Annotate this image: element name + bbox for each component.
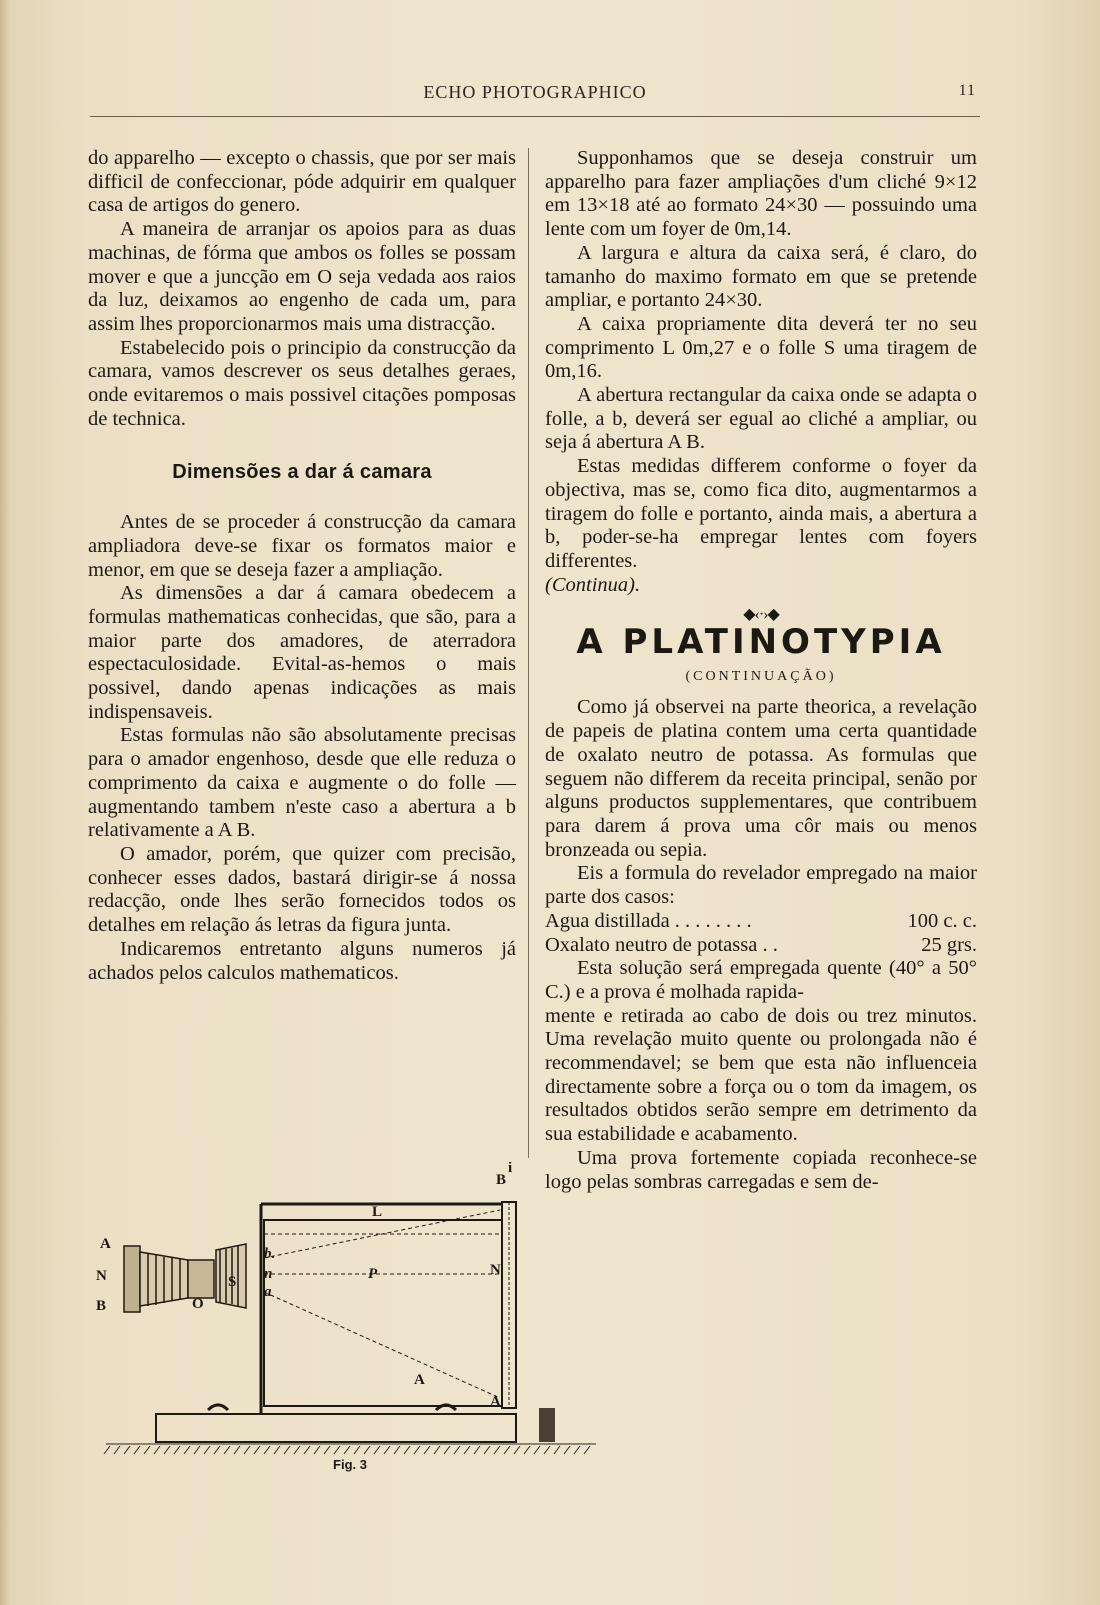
column-rule [528,148,529,1158]
paragraph: Como já observei na parte theorica, a revelação de papeis de platina contem uma certa quantidade de oxalato neutro de potassa. As formulas que seguem não differem da receita principal, senão por alguns productos supplementares, que contribuem para darem á prova uma côr mais ou menos bronzeada ou sepia. [545,696,977,861]
ornament-divider: ◆‹·›◆ [743,606,779,624]
paragraph: do apparelho — excepto o chassis, que por ser mais difficil de confeccionar, póde adquirir em qualquer casa de artigos do genero. [88,147,516,217]
figure-camera-diagram [96,1162,606,1472]
ground-hatching [104,1444,596,1454]
paragraph: Estas formulas não são absolutamente precisas para o amador engenhoso, desde que elle reduza o comprimento da caixa e augmente o do folle — augmentando tambem n'este caso a abertura a b relativamente a A B. [88,724,516,842]
formula-amount: 100 c. c. [907,909,977,932]
label-N: N [96,1268,107,1284]
label-B-right: B [496,1172,507,1188]
paragraph: Estas medidas differem conforme o foyer da objectiva, mas se, como fica dito, augmentarmos a tiragem do folle e portanto, ainda mais, a abertura a b, poder-se-ha empregar lentes com foyers differentes. [545,455,977,572]
formula-item: Oxalato neutro de potassa . . [545,933,778,956]
label-L: L [372,1204,383,1220]
journal-title: ECHO PHOTOGRAPHICO [423,82,647,102]
running-header [90,82,980,106]
paragraph: Eis a formula do revelador empregado na maior parte dos casos: [545,862,977,909]
label-A: A [100,1236,111,1252]
formula-row [545,910,977,934]
label-O: O [192,1296,204,1312]
label-b: b. [264,1246,276,1262]
right-column [545,147,977,1194]
paragraph: Supponhamos que se deseja construir um apparelho para fazer ampliações d'um cliché 9×12 em 13×18 até ao formato 24×30 — possuindo uma lente com um foyer de 0m,14. [545,147,977,241]
paragraph: A caixa propriamente dita deverá ter no seu comprimento L 0m,27 e o folle S uma tiragem de 0m,16. [545,312,977,383]
camera-box [264,1220,502,1406]
paragraph: Estabelecido pois o principio da construcção da camara, vamos descrever os seus detalhes geraes, onde evitaremos o mais possivel citações pomposas de technica. [88,336,516,430]
paragraph: mente e retirada ao cabo de dois ou trez minutos. Uma revelação muito quente ou prolongada não é recommendavel; se bem que esta não influenceia directamente sobre a força ou o tom da imagem, os resultados obtidos serão sempre em detrimento da sua estabilidade e acabamento. [545,1004,977,1146]
continued-note: (Continua). [545,573,641,596]
label-N-right: N [490,1262,501,1278]
formula-row [545,934,977,958]
paragraph: Indicaremos entretanto alguns numeros já achados pelos calculos mathematicos. [88,937,516,984]
paragraph: As dimensões a dar á camara obedecem a formulas mathematicas conhecidas, que são, para a maior parte dos amadores, de aterradora espectaculosidade. Evital-as-hemos o mais possivel, dando apenas indicações as mais indispensaveis. [88,582,516,723]
camera-diagram [96,1162,606,1472]
label-A-right: A [490,1394,501,1410]
section-title: Dimensões a dar á camara [172,461,432,484]
article-title: A PLATINOTYPIA [576,622,946,663]
binding-edge [0,0,10,1605]
paragraph: O amador, porém, que quizer com precisão, conhecer esses dados, bastará dirigir-se á nossa redacção, onde lhes serão fornecidos todos os detalhes em relação ás letras da figura junta. [88,842,516,937]
left-column [88,147,516,985]
label-B: B [96,1298,107,1314]
figure-caption: Fig. 3 [333,1457,367,1472]
paragraph: A largura e altura da caixa será, é claro, do tamanho do maximo formato em que se pretende ampliar, e portanto 24×30. [545,241,977,312]
label-a: a [264,1284,272,1300]
label-A-big: A [414,1372,425,1388]
base-block [539,1408,555,1442]
page-number: 11 [958,82,976,99]
light-rays [264,1210,501,1398]
label-P: P [368,1266,378,1282]
article-subtitle: (CONTINUAÇÃO) [685,668,837,684]
formula-amount: 25 grs. [921,933,977,956]
paragraph: Antes de se proceder á construcção da camara ampliadora deve-se fixar os formatos maior e menor, em que se deseja fazer a ampliação. [88,511,516,581]
paragraph: Esta solução será empregada quente (40° a 50° C.) e a prova é molhada rapida- [545,957,977,1003]
label-n: n [264,1266,273,1282]
formula-item: Agua distillada . . . . . . . . [545,909,752,932]
paragraph: A abertura rectangular da caixa onde se adapta o folle, a b, deverá ser egual ao cliché a ampliar, ou seja á abertura A B. [545,384,977,454]
label-i: i [508,1162,513,1176]
header-rule [90,116,980,117]
paragraph: Uma prova fortemente copiada reconhece-se logo pelas sombras carregadas e sem de- [545,1146,977,1193]
base-board [156,1414,516,1442]
paragraph: A maneira de arranjar os apoios para as duas machinas, de fórma que ambos os folles se possam mover e que a juncção em O seja vedada aos raios da luz, deixamos ao engenho de cada um, para assim lhes proporcionarmos mais uma distracção. [88,218,516,335]
label-S: S [228,1274,237,1290]
